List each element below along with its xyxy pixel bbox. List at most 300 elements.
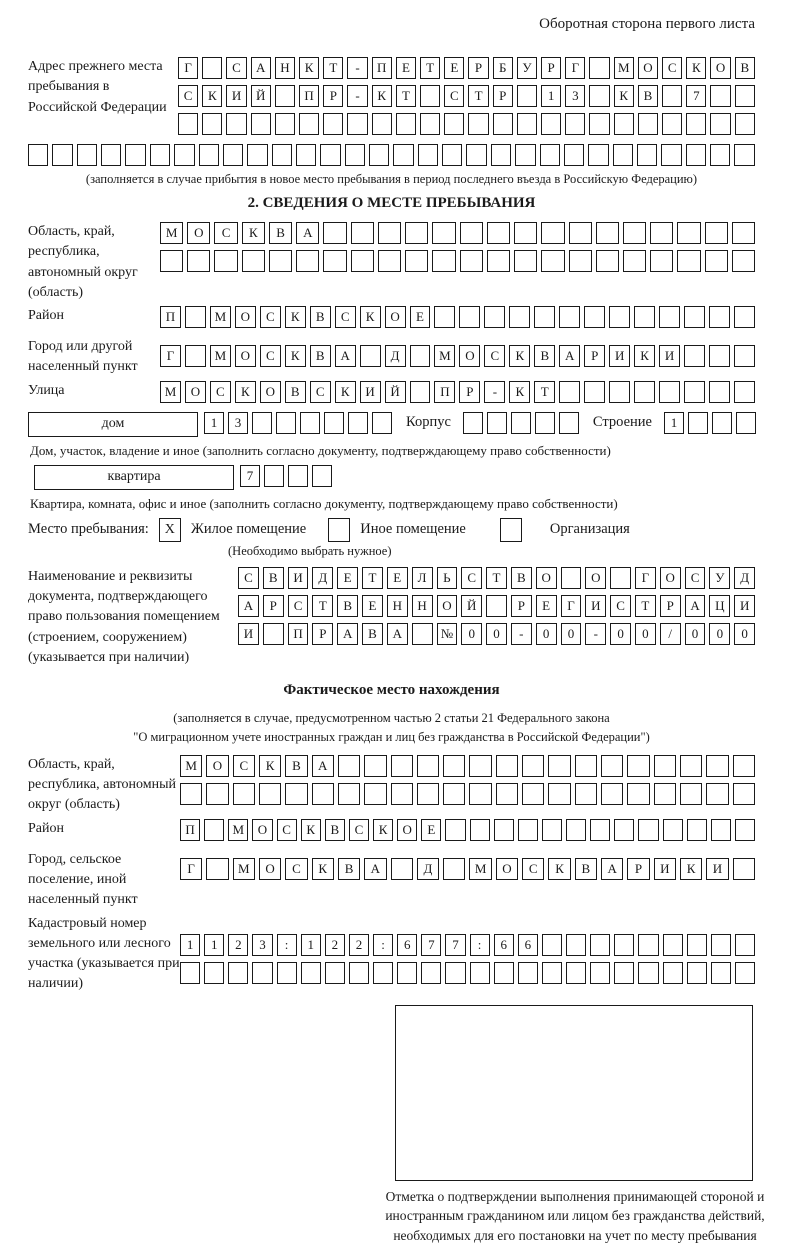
char-cell bbox=[351, 250, 374, 272]
char-cell: Р bbox=[584, 345, 605, 367]
char-cell: 0 bbox=[685, 623, 706, 645]
char-cell bbox=[204, 819, 224, 841]
char-cell bbox=[494, 819, 514, 841]
city-label: Город или другой населенный пункт bbox=[28, 339, 138, 375]
char-cell bbox=[584, 306, 605, 328]
char-cell: 0 bbox=[610, 623, 631, 645]
char-cell bbox=[637, 144, 657, 166]
char-cell: 7 bbox=[686, 85, 706, 107]
char-cell bbox=[364, 755, 386, 777]
ownership-document-rows bbox=[238, 567, 755, 651]
char-cell bbox=[487, 222, 510, 244]
char-cell: Б bbox=[493, 57, 513, 79]
char-cell bbox=[684, 381, 705, 403]
char-cell: Р bbox=[323, 85, 343, 107]
char-cell: Г bbox=[635, 567, 656, 589]
char-cell bbox=[397, 962, 417, 984]
char-cell bbox=[460, 250, 483, 272]
actual-location-captions bbox=[28, 709, 755, 747]
char-cell bbox=[288, 465, 308, 487]
char-cell bbox=[487, 412, 507, 434]
house-box bbox=[28, 412, 198, 437]
char-cell bbox=[518, 819, 538, 841]
char-cell bbox=[609, 306, 630, 328]
char-cell bbox=[421, 962, 441, 984]
cadastral-field bbox=[28, 914, 755, 995]
char-cell: - bbox=[347, 57, 367, 79]
char-cell bbox=[634, 381, 655, 403]
char-cell bbox=[312, 465, 332, 487]
char-cell bbox=[514, 222, 537, 244]
char-cell bbox=[650, 222, 673, 244]
char-cell bbox=[466, 144, 486, 166]
char-cell bbox=[735, 113, 755, 135]
char-cell: О bbox=[235, 306, 256, 328]
char-cell bbox=[688, 412, 708, 434]
char-cell: И bbox=[659, 345, 680, 367]
char-cell bbox=[312, 783, 334, 805]
char-cell bbox=[324, 412, 344, 434]
char-cell bbox=[710, 144, 730, 166]
char-cell: Т bbox=[312, 595, 333, 617]
cell-row bbox=[180, 858, 755, 880]
char-cell bbox=[638, 962, 658, 984]
confirmation-caption: Отметка о подтверждении выполнения принимающей стороной и иностранным гражданином или лицом без гражданства действий, необходимых для его постановки на учет по месту пребывания bbox=[385, 1188, 765, 1243]
char-cell: Т bbox=[468, 85, 488, 107]
char-cell bbox=[372, 113, 392, 135]
char-cell bbox=[566, 934, 586, 956]
char-cell: О bbox=[187, 222, 210, 244]
char-cell bbox=[709, 345, 730, 367]
fact-settlement-label: Город, сельское поселение, иной населенный пункт bbox=[28, 851, 138, 908]
char-cell bbox=[566, 819, 586, 841]
char-cell bbox=[584, 381, 605, 403]
char-cell bbox=[296, 250, 319, 272]
char-cell: 0 bbox=[709, 623, 730, 645]
char-cell bbox=[662, 85, 682, 107]
char-cell bbox=[300, 412, 320, 434]
char-cell bbox=[345, 144, 365, 166]
cell-row bbox=[160, 345, 755, 367]
char-cell bbox=[405, 250, 428, 272]
char-cell: Г bbox=[565, 57, 585, 79]
char-cell: И bbox=[360, 381, 381, 403]
char-cell bbox=[705, 222, 728, 244]
char-cell bbox=[575, 783, 597, 805]
char-cell bbox=[391, 858, 413, 880]
char-cell: И bbox=[706, 858, 728, 880]
char-cell: М bbox=[614, 57, 634, 79]
house-box-label: дом bbox=[101, 416, 125, 432]
char-cell bbox=[614, 934, 634, 956]
char-cell: М bbox=[210, 345, 231, 367]
char-cell: О bbox=[206, 755, 228, 777]
char-cell bbox=[734, 144, 754, 166]
char-cell: К bbox=[285, 306, 306, 328]
char-cell bbox=[735, 962, 755, 984]
char-cell bbox=[372, 412, 392, 434]
char-cell bbox=[735, 934, 755, 956]
char-cell: К bbox=[614, 85, 634, 107]
char-cell bbox=[589, 85, 609, 107]
char-cell bbox=[542, 962, 562, 984]
char-cell bbox=[680, 783, 702, 805]
fact-district-label: Район bbox=[28, 820, 64, 836]
char-cell: И bbox=[585, 595, 606, 617]
char-cell: 3 bbox=[228, 412, 248, 434]
char-cell: А bbox=[238, 595, 259, 617]
char-cell bbox=[541, 250, 564, 272]
organization-label: Организация bbox=[549, 521, 630, 538]
char-cell bbox=[269, 250, 292, 272]
char-cell bbox=[460, 222, 483, 244]
char-cell bbox=[338, 783, 360, 805]
char-cell: В bbox=[534, 345, 555, 367]
char-cell: С bbox=[522, 858, 544, 880]
char-cell bbox=[522, 755, 544, 777]
char-cell bbox=[589, 113, 609, 135]
char-cell bbox=[709, 306, 730, 328]
char-cell: 0 bbox=[561, 623, 582, 645]
char-cell bbox=[736, 412, 756, 434]
char-cell bbox=[443, 783, 465, 805]
char-cell bbox=[469, 755, 491, 777]
char-cell: О bbox=[259, 858, 281, 880]
char-cell: 0 bbox=[461, 623, 482, 645]
char-cell bbox=[445, 819, 465, 841]
char-cell bbox=[204, 962, 224, 984]
char-cell: В bbox=[310, 345, 331, 367]
char-cell: К bbox=[509, 381, 530, 403]
char-cell: Ц bbox=[709, 595, 730, 617]
char-cell: В bbox=[310, 306, 331, 328]
char-cell bbox=[185, 306, 206, 328]
char-cell: А bbox=[364, 858, 386, 880]
char-cell bbox=[242, 250, 265, 272]
char-cell bbox=[491, 144, 511, 166]
char-cell bbox=[443, 858, 465, 880]
house-cells bbox=[204, 412, 392, 434]
char-cell: Д bbox=[734, 567, 755, 589]
char-cell bbox=[677, 222, 700, 244]
char-cell: - bbox=[511, 623, 532, 645]
fact-district-field bbox=[28, 819, 755, 847]
cell-row bbox=[238, 595, 755, 617]
char-cell bbox=[733, 783, 755, 805]
char-cell bbox=[206, 858, 228, 880]
char-cell bbox=[711, 934, 731, 956]
char-cell bbox=[233, 783, 255, 805]
char-cell: М bbox=[160, 222, 183, 244]
char-cell: Е bbox=[410, 306, 431, 328]
char-cell bbox=[351, 222, 374, 244]
house-caption: Дом, участок, владение и иное (заполнить согласно документу, подтверждающему право собственности) bbox=[30, 442, 611, 458]
char-cell bbox=[348, 412, 368, 434]
char-cell bbox=[590, 819, 610, 841]
checkbox-other-premises bbox=[328, 518, 350, 542]
char-cell: У bbox=[517, 57, 537, 79]
cell-row bbox=[238, 623, 755, 645]
cell-row bbox=[180, 819, 755, 841]
char-cell bbox=[487, 250, 510, 272]
cell-row bbox=[180, 783, 755, 805]
char-cell: С bbox=[260, 345, 281, 367]
char-cell: Д bbox=[312, 567, 333, 589]
char-cell bbox=[609, 381, 630, 403]
char-cell: В bbox=[362, 623, 383, 645]
char-cell bbox=[559, 412, 579, 434]
char-cell bbox=[378, 222, 401, 244]
char-cell: О bbox=[235, 345, 256, 367]
char-cell bbox=[589, 57, 609, 79]
char-cell bbox=[663, 819, 683, 841]
char-cell bbox=[228, 962, 248, 984]
char-cell bbox=[445, 962, 465, 984]
char-cell: К bbox=[312, 858, 334, 880]
char-cell: И bbox=[609, 345, 630, 367]
char-cell bbox=[417, 755, 439, 777]
char-cell: Й bbox=[251, 85, 271, 107]
char-cell: К bbox=[235, 381, 256, 403]
char-cell bbox=[509, 306, 530, 328]
char-cell: В bbox=[338, 858, 360, 880]
char-cell bbox=[77, 144, 97, 166]
char-cell: К bbox=[202, 85, 222, 107]
char-cell: С bbox=[444, 85, 464, 107]
char-cell: 3 bbox=[252, 934, 272, 956]
char-cell bbox=[52, 144, 72, 166]
char-cell: Р bbox=[511, 595, 532, 617]
char-cell: К bbox=[242, 222, 265, 244]
char-cell bbox=[706, 783, 728, 805]
char-cell bbox=[711, 962, 731, 984]
char-cell bbox=[101, 144, 121, 166]
char-cell bbox=[559, 381, 580, 403]
char-cell bbox=[569, 222, 592, 244]
char-cell bbox=[338, 755, 360, 777]
char-cell bbox=[541, 113, 561, 135]
fact-region-label: Область, край, республика, автономный округ (область) bbox=[28, 756, 177, 813]
char-cell bbox=[541, 222, 564, 244]
char-cell bbox=[515, 144, 535, 166]
char-cell: М bbox=[434, 345, 455, 367]
char-cell: 1 bbox=[180, 934, 200, 956]
char-cell bbox=[275, 85, 295, 107]
char-cell: С bbox=[662, 57, 682, 79]
char-cell bbox=[323, 113, 343, 135]
char-cell: А bbox=[337, 623, 358, 645]
cell-row bbox=[160, 222, 755, 244]
char-cell bbox=[659, 381, 680, 403]
char-cell: 1 bbox=[664, 412, 684, 434]
char-cell: М bbox=[180, 755, 202, 777]
char-cell: К bbox=[680, 858, 702, 880]
char-cell bbox=[391, 783, 413, 805]
char-cell: К bbox=[509, 345, 530, 367]
cell-row bbox=[180, 755, 755, 777]
char-cell bbox=[659, 306, 680, 328]
char-cell: М bbox=[469, 858, 491, 880]
prev-address-field bbox=[28, 57, 755, 141]
char-cell: В bbox=[511, 567, 532, 589]
char-cell: Т bbox=[635, 595, 656, 617]
char-cell: С bbox=[214, 222, 237, 244]
char-cell bbox=[125, 144, 145, 166]
char-cell: С bbox=[310, 381, 331, 403]
char-cell bbox=[214, 250, 237, 272]
char-cell: С bbox=[233, 755, 255, 777]
char-cell bbox=[251, 113, 271, 135]
char-cell: Е bbox=[421, 819, 441, 841]
char-cell bbox=[661, 144, 681, 166]
char-cell bbox=[614, 819, 634, 841]
char-cell bbox=[601, 755, 623, 777]
char-cell bbox=[712, 412, 732, 434]
char-cell: Р bbox=[541, 57, 561, 79]
char-cell: К bbox=[259, 755, 281, 777]
char-cell: О bbox=[536, 567, 557, 589]
char-cell bbox=[360, 345, 381, 367]
char-cell bbox=[566, 962, 586, 984]
char-cell bbox=[734, 345, 755, 367]
actual-location-caption-1: (заполняется в случае, предусмотренном частью 2 статьи 21 Федерального закона bbox=[173, 711, 610, 726]
char-cell bbox=[396, 113, 416, 135]
char-cell bbox=[417, 783, 439, 805]
char-cell: И bbox=[734, 595, 755, 617]
cell-row bbox=[178, 85, 755, 107]
city-rows bbox=[160, 345, 755, 373]
char-cell bbox=[391, 755, 413, 777]
cell-row bbox=[180, 962, 755, 984]
char-cell: О bbox=[437, 595, 458, 617]
char-cell: К bbox=[299, 57, 319, 79]
char-cell bbox=[588, 144, 608, 166]
char-cell bbox=[654, 755, 676, 777]
region-rows bbox=[160, 222, 755, 278]
char-cell bbox=[565, 113, 585, 135]
char-cell: Р bbox=[660, 595, 681, 617]
char-cell bbox=[735, 85, 755, 107]
char-cell: К bbox=[360, 306, 381, 328]
char-cell bbox=[444, 113, 464, 135]
char-cell: 1 bbox=[204, 412, 224, 434]
char-cell: К bbox=[372, 85, 392, 107]
char-cell bbox=[733, 858, 755, 880]
char-cell bbox=[373, 962, 393, 984]
char-cell bbox=[662, 113, 682, 135]
char-cell: С bbox=[610, 595, 631, 617]
char-cell: О bbox=[397, 819, 417, 841]
char-cell: С bbox=[285, 858, 307, 880]
char-cell bbox=[252, 962, 272, 984]
char-cell: Р bbox=[468, 57, 488, 79]
char-cell bbox=[686, 113, 706, 135]
house-row bbox=[28, 412, 755, 437]
char-cell: Т bbox=[323, 57, 343, 79]
district-field bbox=[28, 306, 755, 334]
char-cell bbox=[517, 85, 537, 107]
section2-title: 2. СВЕДЕНИЯ О МЕСТЕ ПРЕБЫВАНИЯ bbox=[247, 195, 536, 211]
char-cell: Н bbox=[275, 57, 295, 79]
char-cell: О bbox=[585, 567, 606, 589]
char-cell bbox=[709, 381, 730, 403]
fact-settlement-rows bbox=[180, 858, 755, 886]
char-cell bbox=[263, 623, 284, 645]
char-cell bbox=[275, 113, 295, 135]
char-cell bbox=[174, 144, 194, 166]
other-premises-label: Иное помещение bbox=[360, 521, 466, 538]
char-cell: С bbox=[685, 567, 706, 589]
cell-row bbox=[160, 250, 755, 272]
char-cell: - bbox=[484, 381, 505, 403]
char-cell: В bbox=[638, 85, 658, 107]
street-label: Улица bbox=[28, 382, 65, 398]
char-cell: В bbox=[285, 381, 306, 403]
apartment-box bbox=[34, 465, 234, 490]
district-rows bbox=[160, 306, 755, 334]
char-cell: Е bbox=[536, 595, 557, 617]
char-cell: Н bbox=[412, 595, 433, 617]
cell-row bbox=[178, 57, 755, 79]
char-cell: В bbox=[325, 819, 345, 841]
char-cell: С bbox=[288, 595, 309, 617]
char-cell bbox=[470, 819, 490, 841]
char-cell bbox=[463, 412, 483, 434]
char-cell bbox=[733, 755, 755, 777]
char-cell bbox=[710, 85, 730, 107]
char-cell: П bbox=[180, 819, 200, 841]
char-cell bbox=[432, 222, 455, 244]
char-cell: П bbox=[160, 306, 181, 328]
char-cell bbox=[418, 144, 438, 166]
residential-label: Жилое помещение bbox=[190, 521, 307, 538]
char-cell: С bbox=[238, 567, 259, 589]
fact-region-field bbox=[28, 755, 755, 816]
char-cell: С bbox=[461, 567, 482, 589]
char-cell: Ь bbox=[437, 567, 458, 589]
char-cell: К bbox=[335, 381, 356, 403]
char-cell: И bbox=[238, 623, 259, 645]
char-cell bbox=[486, 595, 507, 617]
prev-address-overflow-row bbox=[28, 144, 755, 166]
char-cell bbox=[434, 306, 455, 328]
char-cell bbox=[180, 962, 200, 984]
char-cell bbox=[199, 144, 219, 166]
char-cell: К bbox=[301, 819, 321, 841]
actual-location-title: Фактическое место нахождения bbox=[283, 682, 500, 699]
char-cell bbox=[28, 144, 48, 166]
prev-address-label: Адрес прежнего места пребывания в Российской Федерации bbox=[28, 59, 167, 115]
char-cell bbox=[687, 962, 707, 984]
char-cell: И bbox=[654, 858, 676, 880]
char-cell bbox=[596, 250, 619, 272]
char-cell: О bbox=[252, 819, 272, 841]
char-cell: Р bbox=[493, 85, 513, 107]
stroenie-label: Строение bbox=[592, 413, 652, 430]
char-cell: О bbox=[385, 306, 406, 328]
cell-row bbox=[160, 306, 755, 328]
char-cell bbox=[320, 144, 340, 166]
char-cell: 0 bbox=[486, 623, 507, 645]
char-cell bbox=[706, 755, 728, 777]
char-cell: А bbox=[296, 222, 319, 244]
char-cell: 1 bbox=[301, 934, 321, 956]
ownership-document-label: Наименование и реквизиты документа, подтверждающего право пользования помещением (строением, сооружением) (указывается при наличии) bbox=[28, 568, 220, 665]
char-cell: Т bbox=[534, 381, 555, 403]
char-cell: А bbox=[601, 858, 623, 880]
char-cell bbox=[496, 783, 518, 805]
char-cell bbox=[610, 567, 631, 589]
